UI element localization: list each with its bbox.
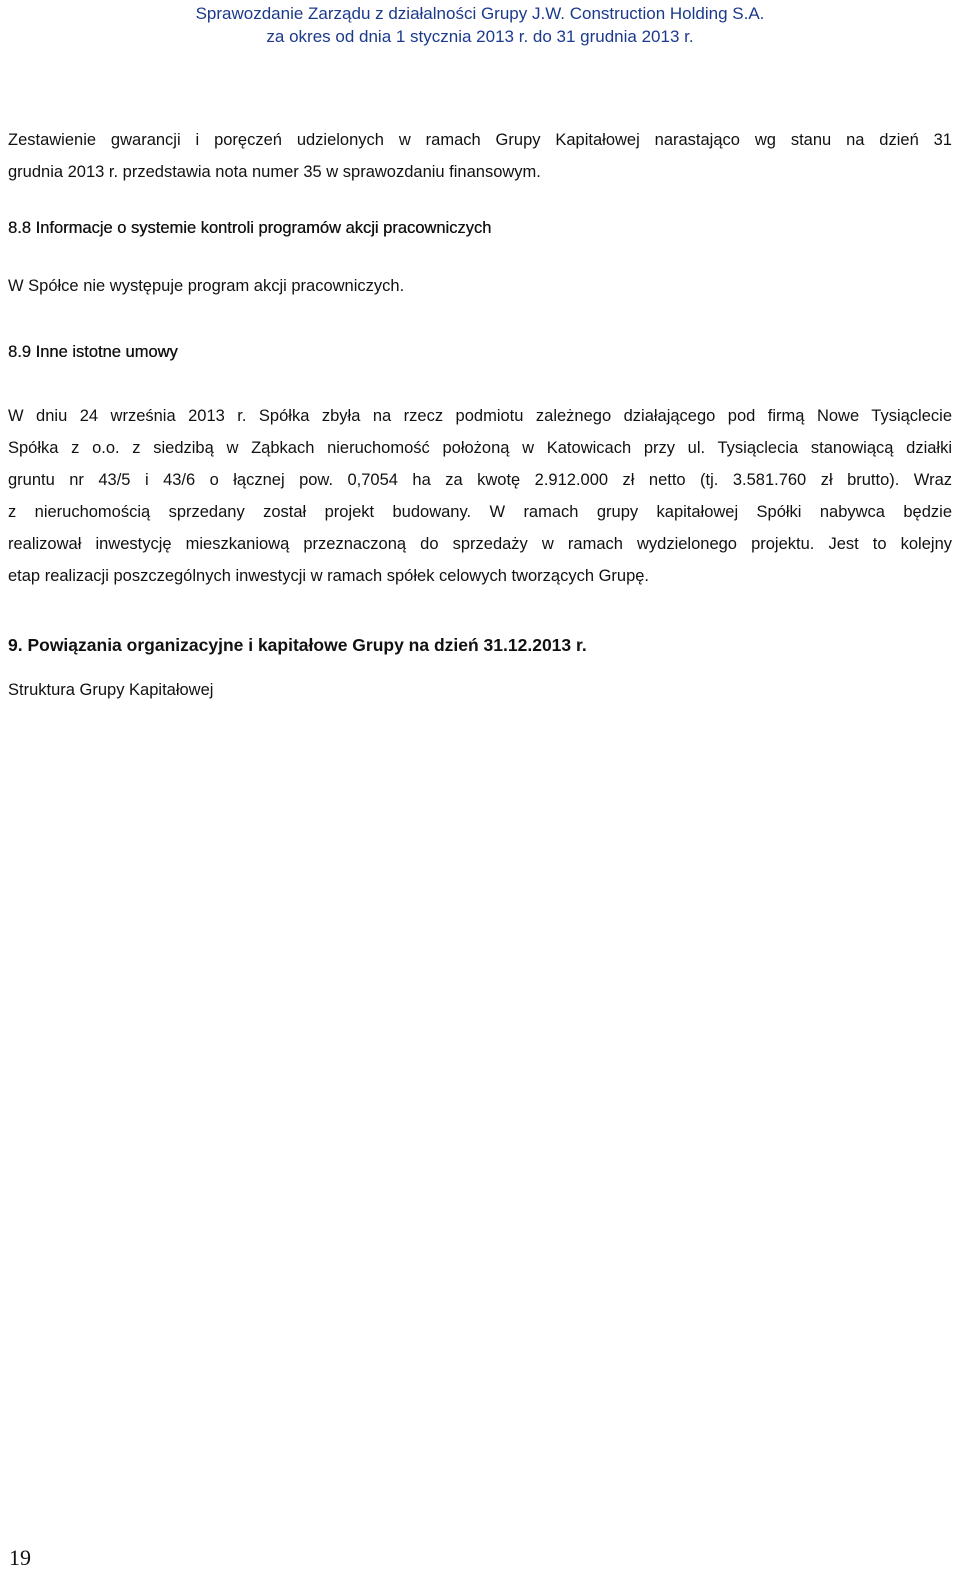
paragraph-line: Spółka z o.o. z siedzibą w Ząbkach nieruchomość położoną w Katowicach przy ul. Tysiąclecia stanowiącą działki — [8, 439, 952, 457]
section-9-heading: 9. Powiązania organizacyjne i kapitałowe Grupy na dzień 31.12.2013 r. — [8, 635, 587, 655]
section-8-9-paragraph — [8, 400, 952, 592]
page-header — [0, 2, 960, 48]
page-number: 19 — [9, 1545, 31, 1570]
section-8-8-heading: 8.8 Informacje o systemie kontroli programów akcji pracowniczych — [8, 219, 492, 237]
paragraph-line: realizował inwestycję mieszkaniową przeznaczoną do sprzedaży w ramach wydzielonego projektu. Jest to kolejny — [8, 535, 952, 553]
group-structure-subtitle: Struktura Grupy Kapitałowej — [8, 681, 214, 699]
intro-line: Zestawienie gwarancji i poręczeń udzielonych w ramach Grupy Kapitałowej narastająco wg stanu na dzień 31 — [8, 131, 952, 149]
report-title: Sprawozdanie Zarządu z działalności Grupy J.W. Construction Holding S.A. — [195, 4, 765, 23]
section-8-9-heading: 8.9 Inne istotne umowy — [8, 343, 178, 361]
paragraph-line: etap realizacji poszczególnych inwestycji w ramach spółek celowych tworzących Grupę. — [8, 567, 650, 585]
section-8-8-body: W Spółce nie występuje program akcji pracowniczych. — [8, 277, 405, 295]
intro-line: grudnia 2013 r. przedstawia nota numer 35 w sprawozdaniu finansowym. — [8, 163, 541, 181]
paragraph-line: W dniu 24 września 2013 r. Spółka zbyła na rzecz podmiotu zależnego działającego pod firmą Nowe Tysiąclecie — [8, 407, 952, 425]
report-period: za okres od dnia 1 stycznia 2013 r. do 31 grudnia 2013 r. — [266, 27, 694, 46]
paragraph-line: z nieruchomością sprzedany został projekt budowany. W ramach grupy kapitałowej Spółki nabywca będzie — [8, 503, 952, 521]
intro-paragraph — [8, 124, 952, 188]
paragraph-line: gruntu nr 43/5 i 43/6 o łącznej pow. 0,7054 ha za kwotę 2.912.000 zł netto (tj. 3.581.760 zł brutto). Wraz — [8, 471, 952, 489]
